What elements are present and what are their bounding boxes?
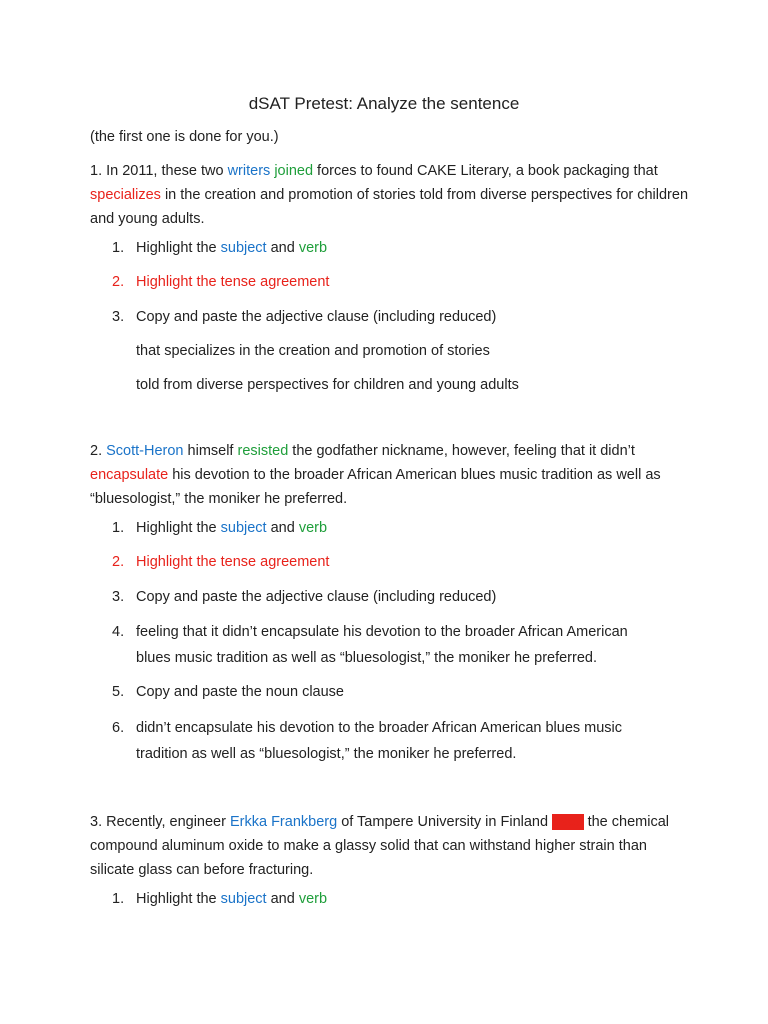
q2-item-4-line-2: blues music tradition as well as “bluesologist,” the moniker he preferred. [136, 650, 597, 666]
q2-item-4-text [136, 619, 676, 671]
question-3-sentence [90, 810, 690, 882]
q1-item-1-a: Highlight the [136, 240, 221, 256]
q3-item-1-number: 1. [112, 891, 125, 907]
q2-item-1-verb: verb [298, 520, 328, 536]
q1-text-a: 1. In 2011, these two [90, 163, 228, 179]
q1-item-1-number: 1. [112, 240, 125, 256]
q1-item-1-verb: verb [298, 240, 328, 256]
q2-item-4-number: 4. [112, 624, 125, 640]
q2-item-3-number: 3. [112, 589, 125, 605]
q2-item-1-b: and [266, 520, 299, 536]
q2-item-2-text: Highlight the tense agreement [136, 554, 330, 570]
q2-item-3-text: Copy and paste the adjective clause (including reduced) [136, 589, 497, 605]
q1-tense: specializes [90, 187, 161, 203]
q2-verb: resisted [237, 443, 289, 459]
q2-item-1-subject: subject [220, 520, 267, 536]
q1-item-1-subject: subject [220, 240, 267, 256]
q2-item-1-number: 1. [112, 520, 125, 536]
q1-subject: writers [227, 163, 271, 179]
question-2-sentence [90, 439, 690, 511]
q2-item-6-text [136, 715, 676, 767]
q1-item-1-text [136, 235, 676, 261]
q1-item-3-number: 3. [112, 309, 125, 325]
q3-item-1-text [136, 886, 676, 912]
question-1-sentence [90, 159, 690, 231]
q1-verb: joined [274, 163, 314, 179]
q1-text-b: forces to found CAKE Literary, a book packaging that [313, 163, 658, 179]
q2-item-4-line-1: feeling that it didn’t encapsulate his devotion to the broader African American [136, 624, 628, 640]
q2-tense: encapsulate [90, 467, 169, 483]
intro-note: (the first one is done for you.) [90, 129, 279, 145]
q1-item-1-b: and [266, 240, 299, 256]
q1-answer-line-2: told from diverse perspectives for children and young adults [136, 377, 519, 393]
q3-text-c: the chemical compound aluminum oxide to make a glassy solid that can withstand higher strain than silicate glass can before fracturing. [90, 814, 669, 878]
q2-number: 2. [90, 443, 107, 459]
q3-item-1-b: and [266, 891, 299, 907]
q2-text-a: himself [183, 443, 238, 459]
q2-text-c: his devotion to the broader African American blues music tradition as well as “bluesologist,” the moniker he preferred. [90, 467, 661, 507]
q3-item-1-verb: verb [298, 891, 328, 907]
q3-verb-highlighted: used [552, 814, 584, 830]
q1-item-2-number: 2. [112, 274, 125, 290]
q1-item-2-text: Highlight the tense agreement [136, 274, 330, 290]
q2-item-2-number: 2. [112, 554, 125, 570]
q3-subject: Erkka Frankberg [229, 814, 338, 830]
q3-item-1-subject: subject [220, 891, 267, 907]
q1-item-3-text: Copy and paste the adjective clause (including reduced) [136, 309, 497, 325]
q2-item-1-text [136, 515, 676, 541]
q2-item-5-text: Copy and paste the noun clause [136, 684, 344, 700]
q2-item-6-line-2: tradition as well as “bluesologist,” the moniker he preferred. [136, 746, 517, 762]
q2-item-6-number: 6. [112, 720, 125, 736]
q1-answer-line-1: that specializes in the creation and promotion of stories [136, 343, 490, 359]
q2-item-6-line-1: didn’t encapsulate his devotion to the broader African American blues music [136, 720, 623, 736]
page-title: dSAT Pretest: Analyze the sentence [248, 94, 520, 113]
q3-text-b: of Tampere University in Finland [337, 814, 553, 830]
q2-subject: Scott-Heron [106, 443, 184, 459]
q3-text-a: 3. Recently, engineer [90, 814, 230, 830]
q2-item-1-a: Highlight the [136, 520, 221, 536]
q2-text-b: the godfather nickname, however, feeling that it didn’t [288, 443, 635, 459]
q2-item-5-number: 5. [112, 684, 125, 700]
q1-text-c: in the creation and promotion of stories told from diverse perspectives for children and young adults. [90, 187, 689, 227]
q3-item-1-a: Highlight the [136, 891, 221, 907]
